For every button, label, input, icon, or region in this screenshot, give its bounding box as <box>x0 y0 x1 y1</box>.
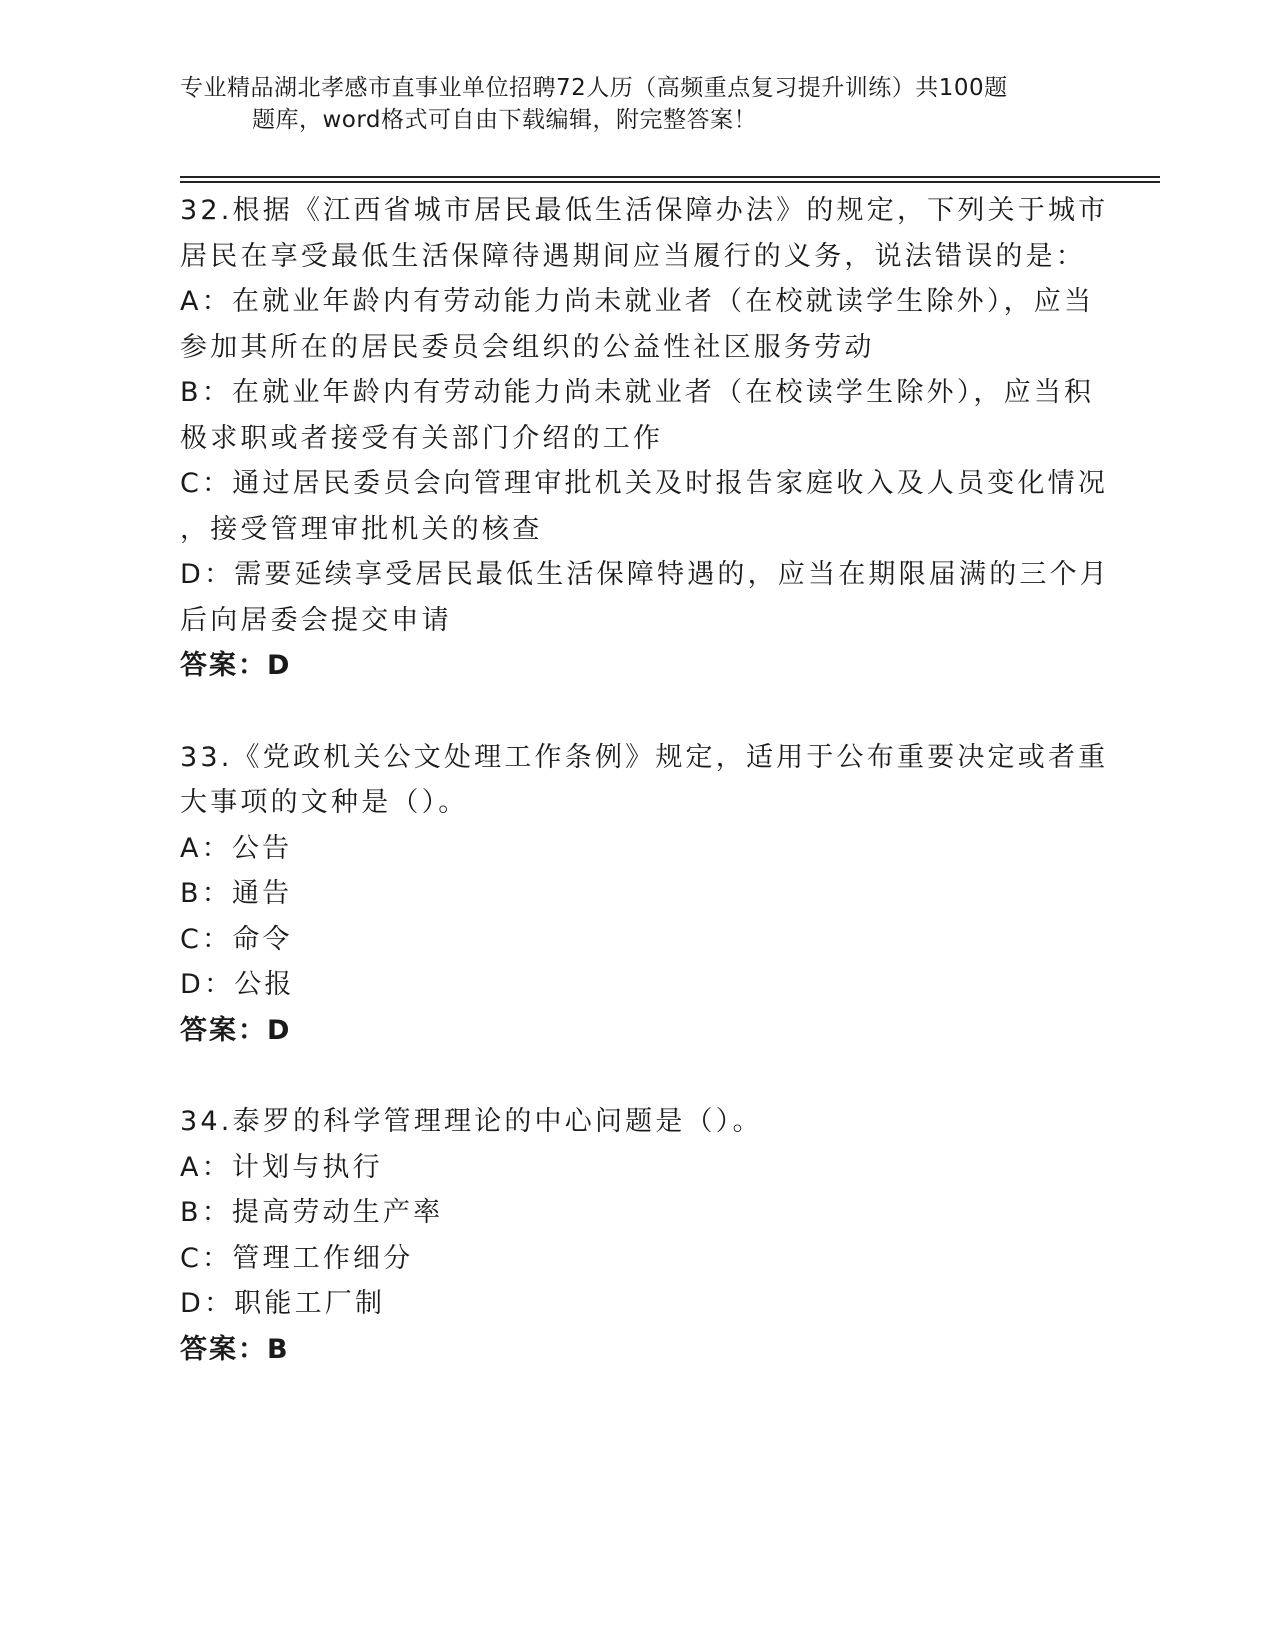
answer-label: 答案：D <box>180 650 292 681</box>
option-a-line: 参加其所在的居民委员会组织的公益性社区服务劳动 <box>180 331 875 363</box>
option-b-line: 极求职或者接受有关部门介绍的工作 <box>180 422 664 454</box>
document-header <box>180 72 1080 136</box>
option-d: D：职能工厂制 <box>180 1288 386 1319</box>
option-c: C：命令 <box>180 923 293 955</box>
option-a: A：公告 <box>180 832 293 864</box>
header-title-line-1: 专业精品湖北孝感市直事业单位招聘72人历（高频重点复习提升训练）共100题 <box>180 75 1008 101</box>
question-list <box>180 188 1110 1418</box>
question-32 <box>180 188 1110 689</box>
option-d-line: 后向居委会提交申请 <box>180 604 452 636</box>
question-stem-line: 34.泰罗的科学管理理论的中心问题是（）。 <box>180 1106 763 1137</box>
question-33 <box>180 735 1109 1054</box>
question-stem-line: 32.根据《江西省城市居民最低生活保障办法》的规定，下列关于城市 <box>180 195 1109 226</box>
option-c: C：管理工作细分 <box>180 1242 414 1274</box>
option-c-line: C：通过居民委员会向管理审批机关及时报告家庭收入及人员变化情况 <box>180 468 1109 499</box>
option-b: B：通告 <box>180 878 293 909</box>
option-a: A：计划与执行 <box>180 1151 383 1183</box>
answer-label: 答案：D <box>180 1014 292 1046</box>
option-a-line: A：在就业年龄内有劳动能力尚未就业者（在校就读学生除外），应当 <box>180 286 1095 317</box>
option-d: D：公报 <box>180 969 295 1000</box>
question-stem-line: 居民在享受最低生活保障待遇期间应当履行的义务，说法错误的是： <box>180 240 1086 272</box>
question-stem-line: 33.《党政机关公文处理工作条例》规定，适用于公布重要决定或者重 <box>180 741 1109 773</box>
answer-label: 答案：B <box>180 1333 290 1365</box>
header-divider-top <box>180 176 1160 178</box>
option-d-line: D：需要延续享受居民最低生活保障特遇的，应当在期限届满的三个月 <box>180 559 1110 590</box>
question-stem-line: 大事项的文种是（）。 <box>180 787 469 818</box>
header-divider-bottom <box>180 181 1160 183</box>
option-c-line: ，接受管理审批机关的核查 <box>180 513 543 545</box>
header-title-line-2: 题库，word格式可自由下载编辑，附完整答案！ <box>252 107 758 133</box>
option-b: B：提高劳动生产率 <box>180 1197 444 1228</box>
option-b-line: B：在就业年龄内有劳动能力尚未就业者（在校读学生除外），应当积 <box>180 377 1095 408</box>
question-34 <box>180 1099 1080 1372</box>
